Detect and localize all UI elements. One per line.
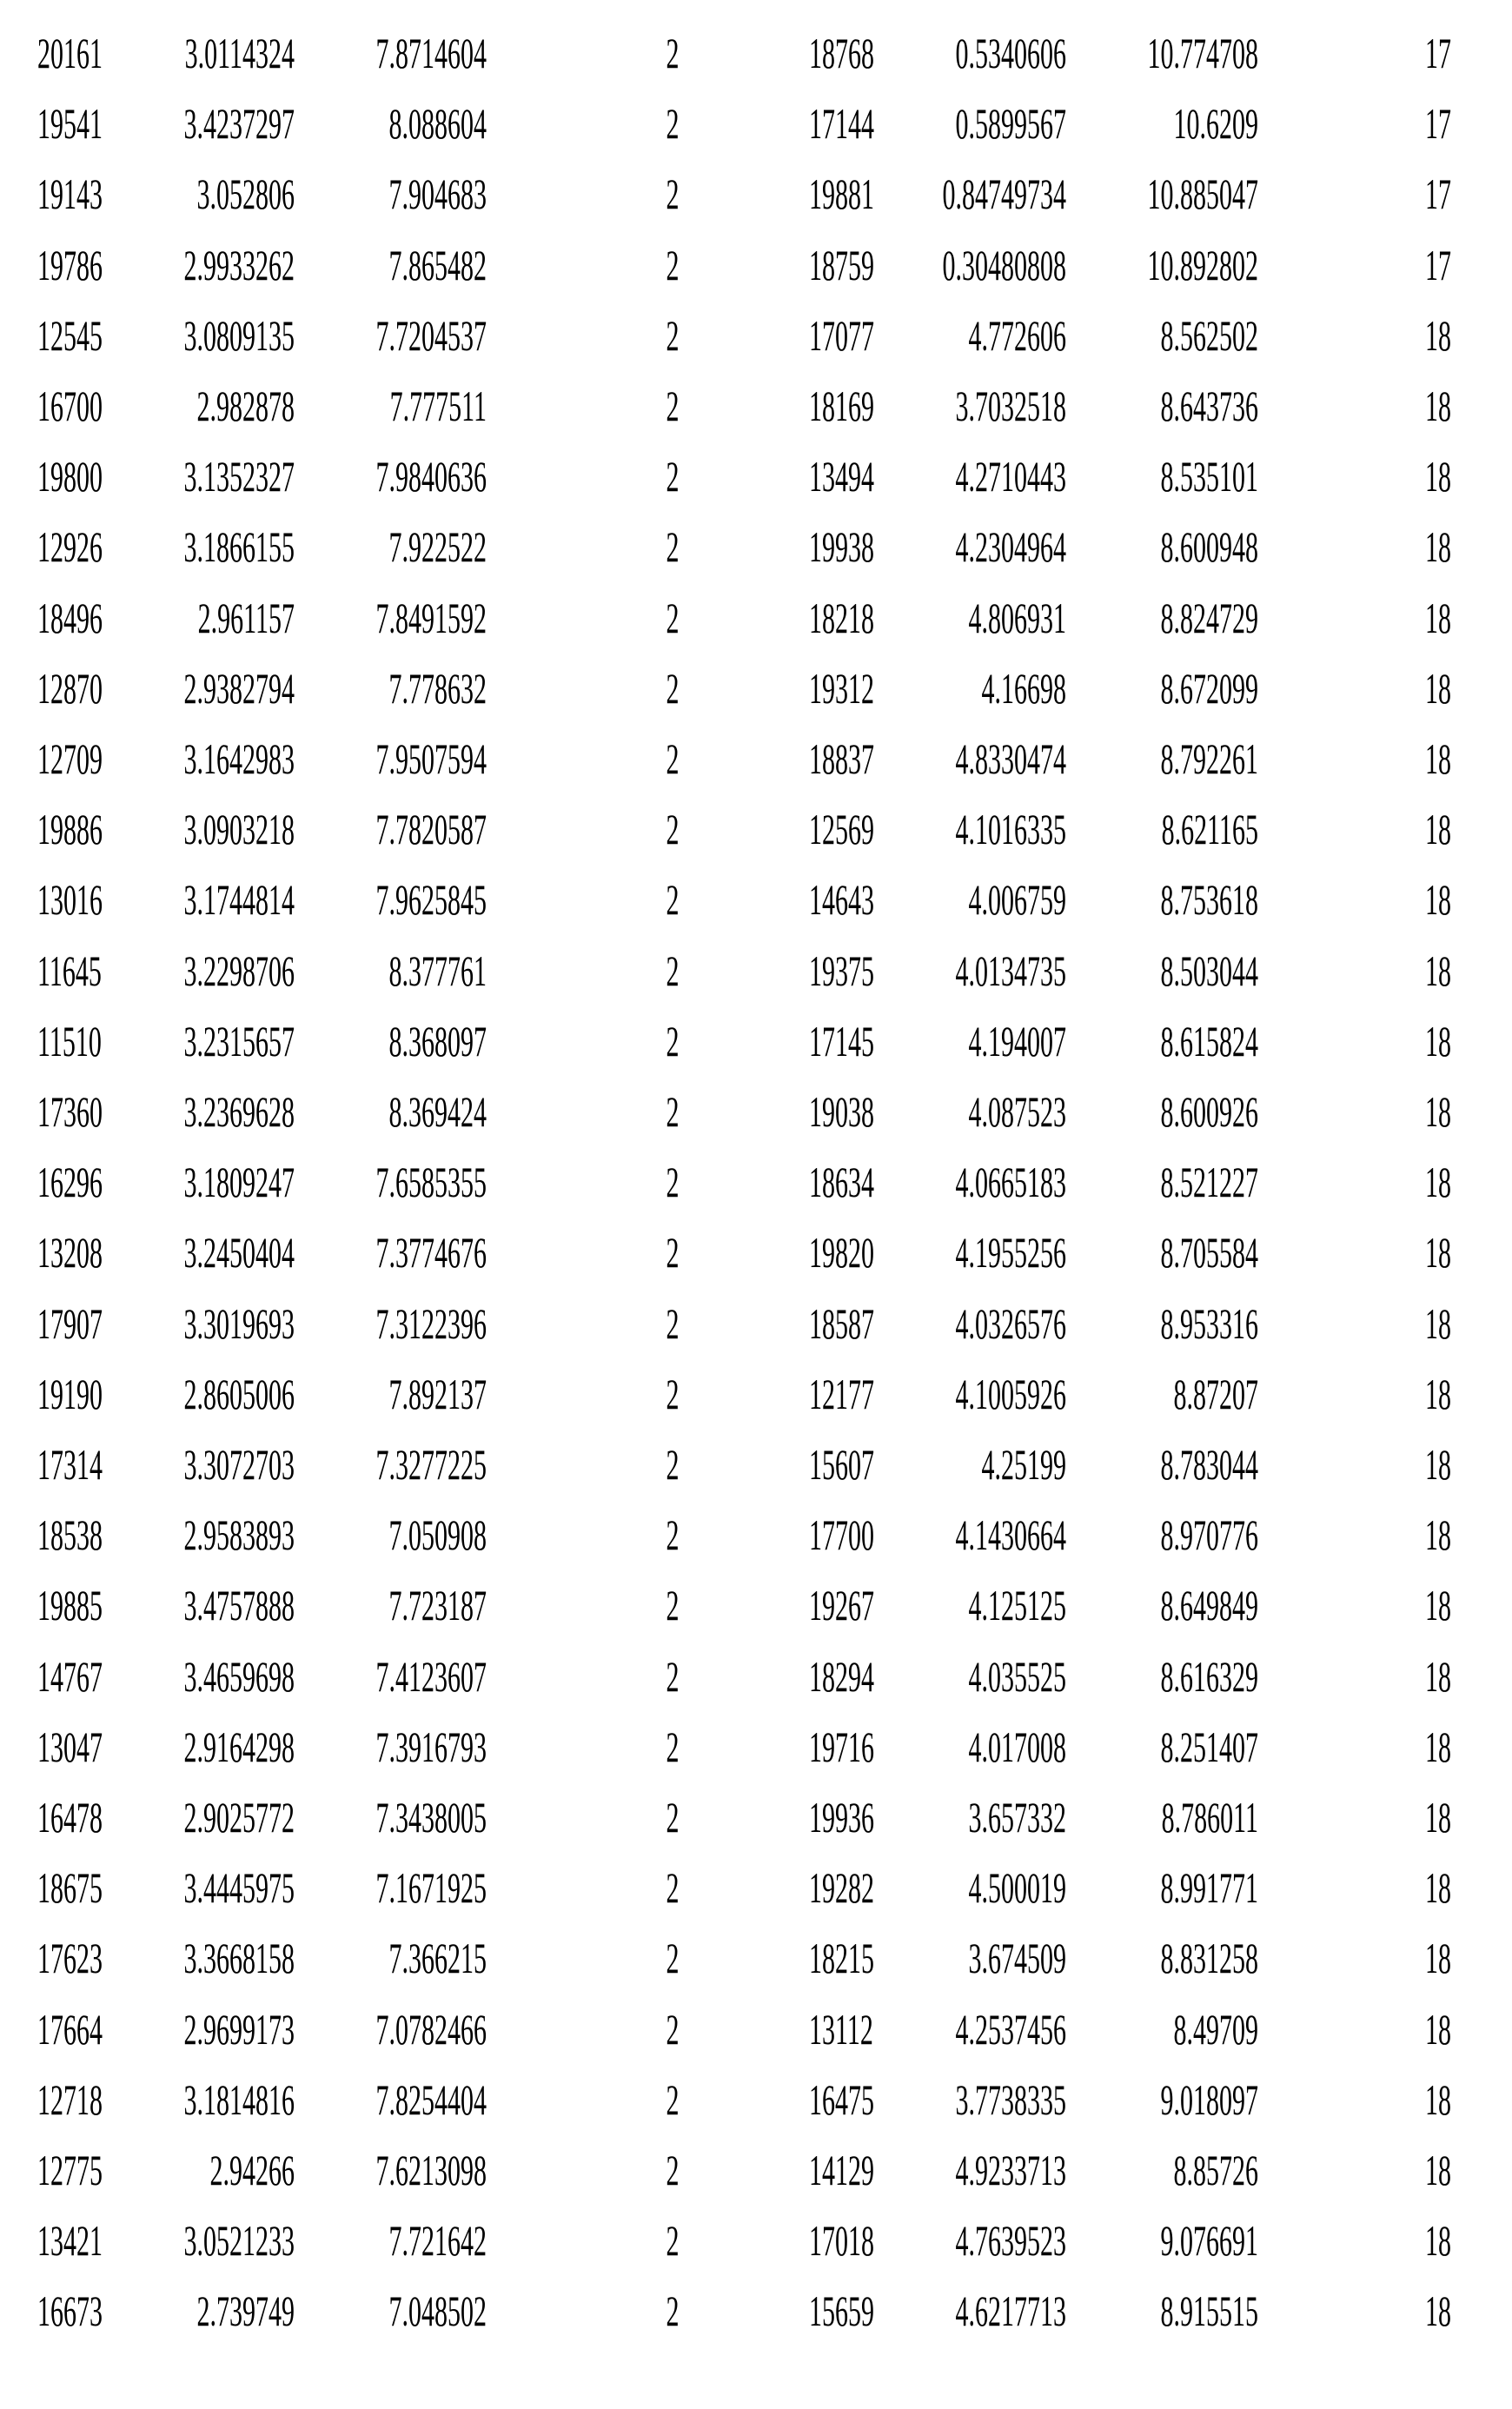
right-id-cell: 18759	[809, 239, 913, 291]
right-y-value-cell: 8.600948	[1123, 521, 1258, 573]
left-cluster-cell: 2	[657, 2074, 688, 2126]
right-y-value-cell: 8.824729	[1123, 592, 1258, 644]
right-cluster-cell: 18	[1399, 1085, 1451, 1138]
left-id-cell: 17314	[37, 1438, 142, 1490]
left-id-cell: 11510	[37, 1015, 142, 1067]
left-y-value-cell: 7.7204537	[351, 309, 487, 362]
right-id-cell: 19267	[809, 1579, 913, 1631]
left-x-value-cell: 3.3668158	[159, 1932, 295, 1984]
right-x-value-cell: 0.5899567	[931, 97, 1066, 149]
table-row	[0, 662, 1512, 714]
right-cluster-cell: 18	[1399, 1791, 1451, 1843]
right-id-cell: 15659	[809, 2285, 913, 2337]
left-cluster-cell: 2	[657, 2003, 688, 2055]
left-y-value-cell: 7.1671925	[351, 1862, 487, 1914]
left-x-value-cell: 2.982878	[159, 380, 295, 432]
right-x-value-cell: 4.006759	[931, 873, 1066, 926]
right-id-cell: 19375	[809, 945, 913, 997]
right-y-value-cell: 8.831258	[1123, 1932, 1258, 1984]
left-cluster-cell: 2	[657, 1085, 688, 1138]
table-row	[0, 2074, 1512, 2126]
table-row	[0, 1226, 1512, 1278]
right-id-cell: 17144	[809, 97, 913, 149]
table-row	[0, 1156, 1512, 1208]
left-x-value-cell: 3.0903218	[159, 803, 295, 855]
right-y-value-cell: 10.885047	[1123, 168, 1258, 220]
left-x-value-cell: 3.0809135	[159, 309, 295, 362]
left-cluster-cell: 2	[657, 1721, 688, 1773]
right-y-value-cell: 8.616329	[1123, 1650, 1258, 1702]
right-x-value-cell: 4.035525	[931, 1650, 1066, 1702]
left-y-value-cell: 7.3916793	[351, 1721, 487, 1773]
right-x-value-cell: 4.2304964	[931, 521, 1066, 573]
table-row	[0, 1085, 1512, 1138]
left-id-cell: 11645	[37, 945, 142, 997]
left-cluster-cell: 2	[657, 97, 688, 149]
left-cluster-cell: 2	[657, 803, 688, 855]
right-id-cell: 12569	[809, 803, 913, 855]
right-cluster-cell: 18	[1399, 1721, 1451, 1773]
left-cluster-cell: 2	[657, 309, 688, 362]
right-y-value-cell: 8.562502	[1123, 309, 1258, 362]
left-x-value-cell: 3.2369628	[159, 1085, 295, 1138]
left-y-value-cell: 7.3774676	[351, 1226, 487, 1278]
left-id-cell: 13208	[37, 1226, 142, 1278]
right-cluster-cell: 17	[1399, 97, 1451, 149]
left-cluster-cell: 2	[657, 1650, 688, 1702]
table-row	[0, 873, 1512, 926]
left-y-value-cell: 8.377761	[351, 945, 487, 997]
left-x-value-cell: 2.9025772	[159, 1791, 295, 1843]
left-y-value-cell: 7.865482	[351, 239, 487, 291]
right-cluster-cell: 18	[1399, 521, 1451, 573]
left-x-value-cell: 2.8605006	[159, 1368, 295, 1420]
right-y-value-cell: 8.503044	[1123, 945, 1258, 997]
right-id-cell: 18768	[809, 27, 913, 79]
right-x-value-cell: 4.0134735	[931, 945, 1066, 997]
table-row	[0, 1509, 1512, 1561]
right-cluster-cell: 18	[1399, 450, 1451, 502]
left-cluster-cell: 2	[657, 27, 688, 79]
left-y-value-cell: 7.6213098	[351, 2144, 487, 2196]
right-x-value-cell: 4.0326576	[931, 1297, 1066, 1350]
right-cluster-cell: 18	[1399, 1650, 1451, 1702]
table-row	[0, 733, 1512, 785]
left-y-value-cell: 7.3438005	[351, 1791, 487, 1843]
left-id-cell: 16673	[37, 2285, 142, 2337]
left-cluster-cell: 2	[657, 1862, 688, 1914]
left-id-cell: 12709	[37, 733, 142, 785]
left-x-value-cell: 2.739749	[159, 2285, 295, 2337]
right-y-value-cell: 8.705584	[1123, 1226, 1258, 1278]
right-cluster-cell: 18	[1399, 2144, 1451, 2196]
left-x-value-cell: 2.9699173	[159, 2003, 295, 2055]
right-cluster-cell: 18	[1399, 2285, 1451, 2337]
right-y-value-cell: 8.251407	[1123, 1721, 1258, 1773]
right-x-value-cell: 4.2537456	[931, 2003, 1066, 2055]
right-id-cell: 19038	[809, 1085, 913, 1138]
left-x-value-cell: 3.1809247	[159, 1156, 295, 1208]
table-row	[0, 1862, 1512, 1914]
right-x-value-cell: 4.1955256	[931, 1226, 1066, 1278]
left-id-cell: 13016	[37, 873, 142, 926]
right-x-value-cell: 4.017008	[931, 1721, 1066, 1773]
left-x-value-cell: 2.94266	[159, 2144, 295, 2196]
left-y-value-cell: 8.369424	[351, 1085, 487, 1138]
right-x-value-cell: 4.1430664	[931, 1509, 1066, 1561]
right-cluster-cell: 18	[1399, 2003, 1451, 2055]
right-y-value-cell: 8.970776	[1123, 1509, 1258, 1561]
left-cluster-cell: 2	[657, 945, 688, 997]
left-x-value-cell: 3.1866155	[159, 521, 295, 573]
right-cluster-cell: 18	[1399, 309, 1451, 362]
left-x-value-cell: 3.2315657	[159, 1015, 295, 1067]
right-id-cell: 18169	[809, 380, 913, 432]
left-cluster-cell: 2	[657, 662, 688, 714]
table-row	[0, 1791, 1512, 1843]
right-y-value-cell: 8.953316	[1123, 1297, 1258, 1350]
right-x-value-cell: 4.125125	[931, 1579, 1066, 1631]
right-cluster-cell: 18	[1399, 1862, 1451, 1914]
left-id-cell: 19786	[37, 239, 142, 291]
left-x-value-cell: 2.9382794	[159, 662, 295, 714]
left-y-value-cell: 7.3122396	[351, 1297, 487, 1350]
table-row	[0, 239, 1512, 291]
left-cluster-cell: 2	[657, 2214, 688, 2266]
right-x-value-cell: 0.84749734	[931, 168, 1066, 220]
table-row	[0, 1438, 1512, 1490]
right-y-value-cell: 8.753618	[1123, 873, 1258, 926]
right-x-value-cell: 4.087523	[931, 1085, 1066, 1138]
right-cluster-cell: 17	[1399, 168, 1451, 220]
left-cluster-cell: 2	[657, 733, 688, 785]
table-row	[0, 450, 1512, 502]
left-cluster-cell: 2	[657, 873, 688, 926]
left-y-value-cell: 7.0782466	[351, 2003, 487, 2055]
left-cluster-cell: 2	[657, 450, 688, 502]
left-cluster-cell: 2	[657, 1226, 688, 1278]
left-x-value-cell: 3.4237297	[159, 97, 295, 149]
right-id-cell: 18837	[809, 733, 913, 785]
right-id-cell: 19938	[809, 521, 913, 573]
right-id-cell: 16475	[809, 2074, 913, 2126]
left-cluster-cell: 2	[657, 1156, 688, 1208]
left-id-cell: 18538	[37, 1509, 142, 1561]
table-row	[0, 1015, 1512, 1067]
left-id-cell: 19800	[37, 450, 142, 502]
right-id-cell: 18218	[809, 592, 913, 644]
right-cluster-cell: 18	[1399, 1156, 1451, 1208]
left-y-value-cell: 7.9507594	[351, 733, 487, 785]
right-y-value-cell: 8.792261	[1123, 733, 1258, 785]
right-id-cell: 19282	[809, 1862, 913, 1914]
right-id-cell: 19820	[809, 1226, 913, 1278]
right-id-cell: 18634	[809, 1156, 913, 1208]
table-row	[0, 2285, 1512, 2337]
left-id-cell: 19541	[37, 97, 142, 149]
right-cluster-cell: 18	[1399, 1509, 1451, 1561]
left-x-value-cell: 3.0521233	[159, 2214, 295, 2266]
left-id-cell: 13421	[37, 2214, 142, 2266]
left-id-cell: 16700	[37, 380, 142, 432]
right-x-value-cell: 0.5340606	[931, 27, 1066, 79]
left-id-cell: 13047	[37, 1721, 142, 1773]
left-id-cell: 12718	[37, 2074, 142, 2126]
right-cluster-cell: 18	[1399, 1226, 1451, 1278]
table-row	[0, 521, 1512, 573]
right-x-value-cell: 4.16698	[931, 662, 1066, 714]
left-x-value-cell: 3.052806	[159, 168, 295, 220]
table-row	[0, 592, 1512, 644]
left-id-cell: 17360	[37, 1085, 142, 1138]
right-x-value-cell: 4.772606	[931, 309, 1066, 362]
right-x-value-cell: 4.194007	[931, 1015, 1066, 1067]
right-y-value-cell: 10.6209	[1123, 97, 1258, 149]
left-cluster-cell: 2	[657, 1438, 688, 1490]
left-x-value-cell: 3.4659698	[159, 1650, 295, 1702]
table-row	[0, 1579, 1512, 1631]
right-y-value-cell: 8.87207	[1123, 1368, 1258, 1420]
right-id-cell: 17700	[809, 1509, 913, 1561]
left-x-value-cell: 3.1352327	[159, 450, 295, 502]
left-y-value-cell: 7.050908	[351, 1509, 487, 1561]
table-row	[0, 1721, 1512, 1773]
right-cluster-cell: 18	[1399, 1932, 1451, 1984]
data-table	[0, 0, 1512, 2409]
right-y-value-cell: 8.915515	[1123, 2285, 1258, 2337]
left-y-value-cell: 7.048502	[351, 2285, 487, 2337]
right-id-cell: 12177	[809, 1368, 913, 1420]
right-id-cell: 18294	[809, 1650, 913, 1702]
left-x-value-cell: 2.9933262	[159, 239, 295, 291]
right-x-value-cell: 4.500019	[931, 1862, 1066, 1914]
right-cluster-cell: 18	[1399, 662, 1451, 714]
right-x-value-cell: 4.1016335	[931, 803, 1066, 855]
right-cluster-cell: 18	[1399, 2074, 1451, 2126]
right-y-value-cell: 8.621165	[1123, 803, 1258, 855]
left-cluster-cell: 2	[657, 521, 688, 573]
right-x-value-cell: 4.1005926	[931, 1368, 1066, 1420]
left-y-value-cell: 7.892137	[351, 1368, 487, 1420]
right-y-value-cell: 8.643736	[1123, 380, 1258, 432]
left-x-value-cell: 3.3072703	[159, 1438, 295, 1490]
left-cluster-cell: 2	[657, 2285, 688, 2337]
left-id-cell: 18675	[37, 1862, 142, 1914]
right-id-cell: 13112	[809, 2003, 913, 2055]
right-id-cell: 13494	[809, 450, 913, 502]
left-id-cell: 19885	[37, 1579, 142, 1631]
left-cluster-cell: 2	[657, 1932, 688, 1984]
left-id-cell: 19143	[37, 168, 142, 220]
left-y-value-cell: 7.4123607	[351, 1650, 487, 1702]
right-id-cell: 19936	[809, 1791, 913, 1843]
right-y-value-cell: 10.892802	[1123, 239, 1258, 291]
table-row	[0, 1368, 1512, 1420]
left-y-value-cell: 7.777511	[351, 380, 487, 432]
left-cluster-cell: 2	[657, 1015, 688, 1067]
right-x-value-cell: 3.657332	[931, 1791, 1066, 1843]
left-y-value-cell: 7.9625845	[351, 873, 487, 926]
right-id-cell: 19312	[809, 662, 913, 714]
left-id-cell: 17623	[37, 1932, 142, 1984]
table-row	[0, 1297, 1512, 1350]
right-y-value-cell: 10.774708	[1123, 27, 1258, 79]
right-x-value-cell: 3.7032518	[931, 380, 1066, 432]
left-y-value-cell: 7.3277225	[351, 1438, 487, 1490]
left-y-value-cell: 8.088604	[351, 97, 487, 149]
right-cluster-cell: 18	[1399, 1368, 1451, 1420]
left-id-cell: 17664	[37, 2003, 142, 2055]
right-y-value-cell: 8.85726	[1123, 2144, 1258, 2196]
left-y-value-cell: 7.9840636	[351, 450, 487, 502]
left-cluster-cell: 2	[657, 1579, 688, 1631]
table-row	[0, 2214, 1512, 2266]
left-y-value-cell: 7.8254404	[351, 2074, 487, 2126]
left-x-value-cell: 3.4445975	[159, 1862, 295, 1914]
left-cluster-cell: 2	[657, 1368, 688, 1420]
right-x-value-cell: 4.0665183	[931, 1156, 1066, 1208]
table-row	[0, 1932, 1512, 1984]
right-x-value-cell: 3.7738335	[931, 2074, 1066, 2126]
left-id-cell: 19886	[37, 803, 142, 855]
left-x-value-cell: 2.961157	[159, 592, 295, 644]
left-x-value-cell: 3.4757888	[159, 1579, 295, 1631]
left-cluster-cell: 2	[657, 1509, 688, 1561]
table-row	[0, 97, 1512, 149]
left-id-cell: 20161	[37, 27, 142, 79]
left-y-value-cell: 7.723187	[351, 1579, 487, 1631]
right-id-cell: 18587	[809, 1297, 913, 1350]
right-id-cell: 19716	[809, 1721, 913, 1773]
right-cluster-cell: 17	[1399, 239, 1451, 291]
left-y-value-cell: 7.904683	[351, 168, 487, 220]
table-row	[0, 2144, 1512, 2196]
table-row	[0, 2003, 1512, 2055]
right-id-cell: 17018	[809, 2214, 913, 2266]
right-x-value-cell: 4.6217713	[931, 2285, 1066, 2337]
left-id-cell: 14767	[37, 1650, 142, 1702]
left-id-cell: 18496	[37, 592, 142, 644]
right-cluster-cell: 17	[1399, 27, 1451, 79]
right-x-value-cell: 4.8330474	[931, 733, 1066, 785]
right-id-cell: 15607	[809, 1438, 913, 1490]
table-row	[0, 1650, 1512, 1702]
right-id-cell: 14643	[809, 873, 913, 926]
left-cluster-cell: 2	[657, 2144, 688, 2196]
left-x-value-cell: 3.1744814	[159, 873, 295, 926]
left-cluster-cell: 2	[657, 239, 688, 291]
right-y-value-cell: 8.600926	[1123, 1085, 1258, 1138]
right-y-value-cell: 8.615824	[1123, 1015, 1258, 1067]
left-x-value-cell: 3.0114324	[159, 27, 295, 79]
left-y-value-cell: 7.366215	[351, 1932, 487, 1984]
right-y-value-cell: 8.786011	[1123, 1791, 1258, 1843]
left-id-cell: 12775	[37, 2144, 142, 2196]
right-x-value-cell: 4.9233713	[931, 2144, 1066, 2196]
right-id-cell: 17145	[809, 1015, 913, 1067]
right-id-cell: 18215	[809, 1932, 913, 1984]
right-cluster-cell: 18	[1399, 873, 1451, 926]
left-cluster-cell: 2	[657, 380, 688, 432]
right-x-value-cell: 4.7639523	[931, 2214, 1066, 2266]
left-x-value-cell: 3.2450404	[159, 1226, 295, 1278]
table-row	[0, 945, 1512, 997]
right-cluster-cell: 18	[1399, 945, 1451, 997]
left-id-cell: 12545	[37, 309, 142, 362]
left-x-value-cell: 3.3019693	[159, 1297, 295, 1350]
left-y-value-cell: 7.6585355	[351, 1156, 487, 1208]
left-x-value-cell: 2.9164298	[159, 1721, 295, 1773]
right-cluster-cell: 18	[1399, 592, 1451, 644]
right-y-value-cell: 8.49709	[1123, 2003, 1258, 2055]
left-y-value-cell: 7.8491592	[351, 592, 487, 644]
right-x-value-cell: 4.806931	[931, 592, 1066, 644]
right-cluster-cell: 18	[1399, 1015, 1451, 1067]
left-x-value-cell: 3.2298706	[159, 945, 295, 997]
left-id-cell: 16296	[37, 1156, 142, 1208]
right-cluster-cell: 18	[1399, 733, 1451, 785]
left-cluster-cell: 2	[657, 1297, 688, 1350]
left-id-cell: 12870	[37, 662, 142, 714]
right-cluster-cell: 18	[1399, 380, 1451, 432]
right-cluster-cell: 18	[1399, 1438, 1451, 1490]
table-row	[0, 309, 1512, 362]
right-x-value-cell: 4.25199	[931, 1438, 1066, 1490]
right-y-value-cell: 9.076691	[1123, 2214, 1258, 2266]
left-x-value-cell: 3.1814816	[159, 2074, 295, 2126]
right-cluster-cell: 18	[1399, 2214, 1451, 2266]
right-y-value-cell: 9.018097	[1123, 2074, 1258, 2126]
right-cluster-cell: 18	[1399, 803, 1451, 855]
right-y-value-cell: 8.521227	[1123, 1156, 1258, 1208]
left-x-value-cell: 2.9583893	[159, 1509, 295, 1561]
right-x-value-cell: 3.674509	[931, 1932, 1066, 1984]
left-id-cell: 16478	[37, 1791, 142, 1843]
table-row	[0, 380, 1512, 432]
right-x-value-cell: 4.2710443	[931, 450, 1066, 502]
left-x-value-cell: 3.1642983	[159, 733, 295, 785]
table-row	[0, 803, 1512, 855]
right-id-cell: 17077	[809, 309, 913, 362]
left-cluster-cell: 2	[657, 168, 688, 220]
right-cluster-cell: 18	[1399, 1297, 1451, 1350]
right-id-cell: 14129	[809, 2144, 913, 2196]
left-y-value-cell: 7.7820587	[351, 803, 487, 855]
right-x-value-cell: 0.30480808	[931, 239, 1066, 291]
left-cluster-cell: 2	[657, 1791, 688, 1843]
left-cluster-cell: 2	[657, 592, 688, 644]
left-id-cell: 12926	[37, 521, 142, 573]
right-cluster-cell: 18	[1399, 1579, 1451, 1631]
right-y-value-cell: 8.535101	[1123, 450, 1258, 502]
left-y-value-cell: 7.778632	[351, 662, 487, 714]
left-y-value-cell: 8.368097	[351, 1015, 487, 1067]
left-id-cell: 17907	[37, 1297, 142, 1350]
left-y-value-cell: 7.8714604	[351, 27, 487, 79]
left-y-value-cell: 7.922522	[351, 521, 487, 573]
right-y-value-cell: 8.672099	[1123, 662, 1258, 714]
left-id-cell: 19190	[37, 1368, 142, 1420]
right-y-value-cell: 8.991771	[1123, 1862, 1258, 1914]
right-id-cell: 19881	[809, 168, 913, 220]
right-y-value-cell: 8.649849	[1123, 1579, 1258, 1631]
right-y-value-cell: 8.783044	[1123, 1438, 1258, 1490]
left-y-value-cell: 7.721642	[351, 2214, 487, 2266]
table-row	[0, 168, 1512, 220]
table-row	[0, 27, 1512, 79]
